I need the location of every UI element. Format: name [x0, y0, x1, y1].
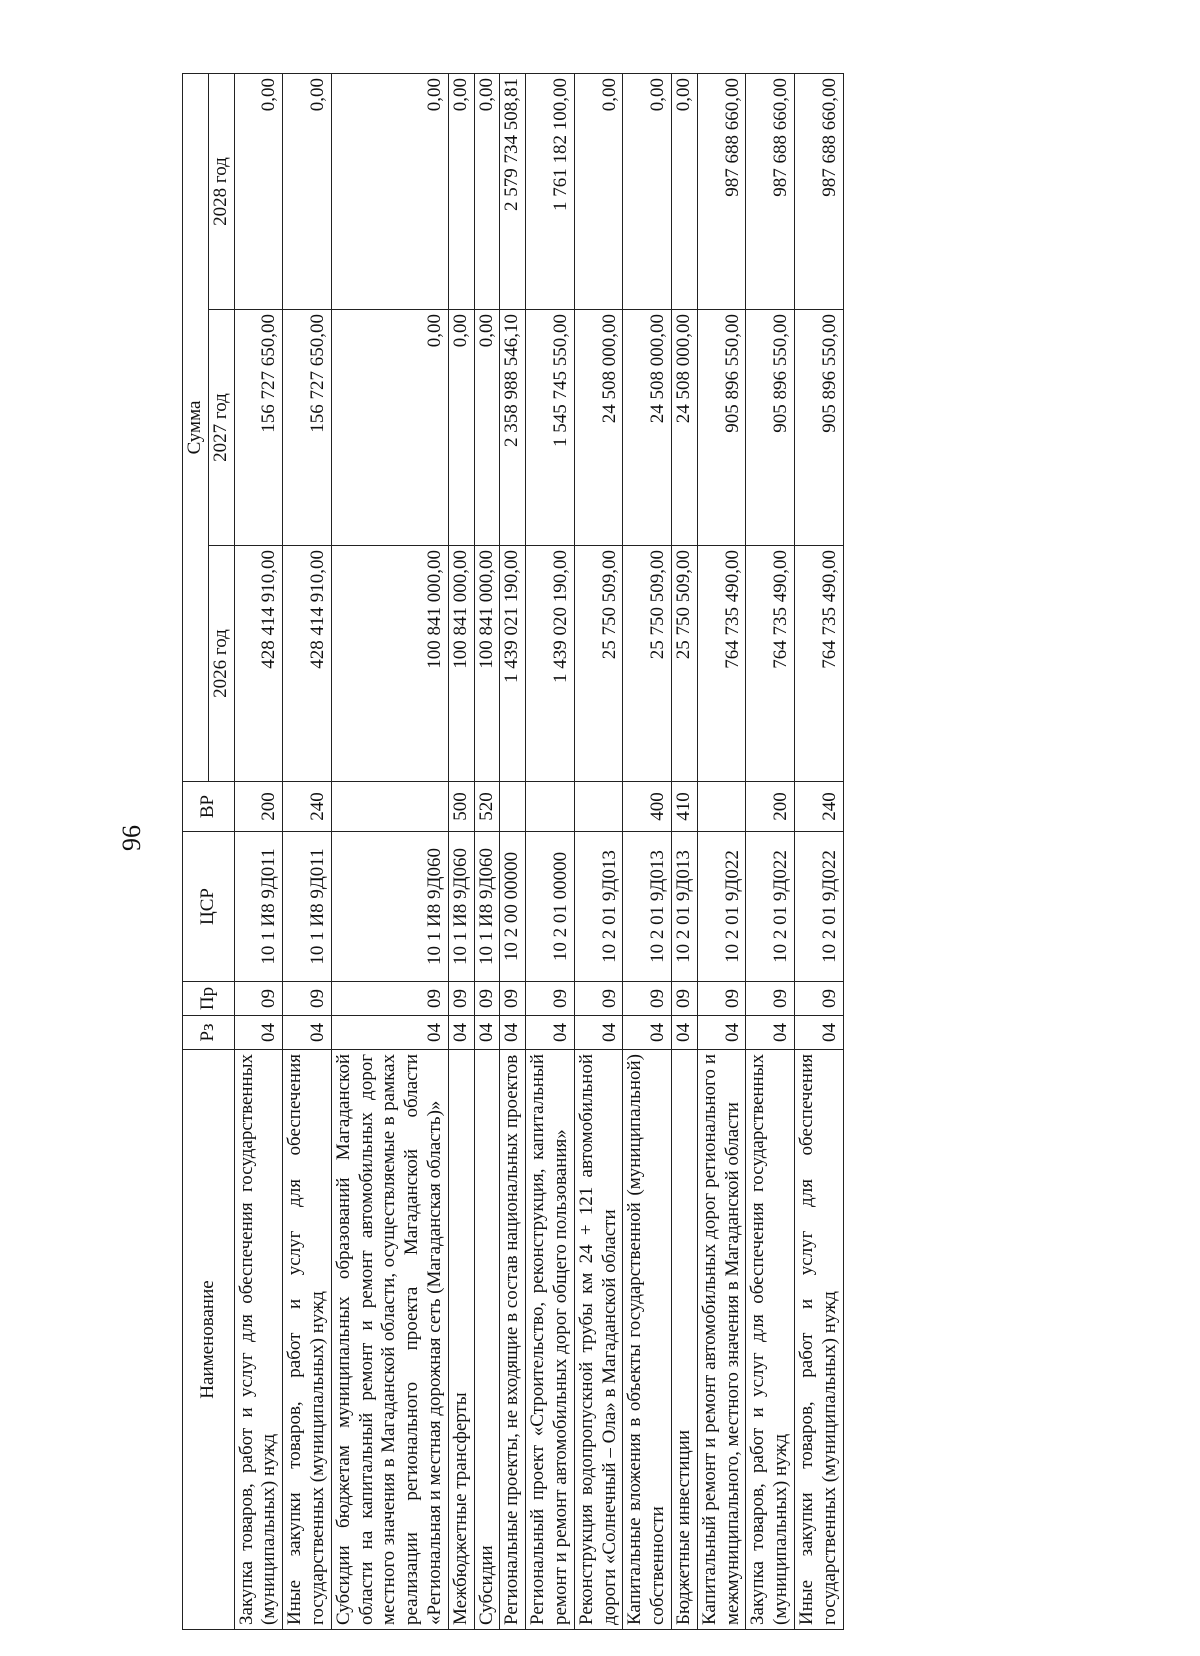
row-vr: 240 [283, 782, 332, 832]
row-vr [331, 782, 448, 832]
row-csr: 10 2 01 9Д013 [574, 832, 623, 982]
row-2028: 0,00 [574, 74, 623, 310]
row-csr: 10 1 И8 9Д060 [331, 832, 448, 982]
row-2026: 764 735 490,00 [794, 546, 843, 782]
row-2026: 1 439 021 190,00 [500, 546, 526, 782]
row-2027: 905 896 550,00 [746, 310, 795, 546]
table-row [283, 74, 332, 1630]
table-row [794, 74, 843, 1630]
row-2028: 987 688 660,00 [746, 74, 795, 310]
table-row [234, 74, 283, 1630]
row-2027: 24 508 000,00 [574, 310, 623, 546]
header-row [183, 74, 209, 1630]
table-row [474, 74, 500, 1630]
row-vr: 240 [794, 782, 843, 832]
row-rz: 04 [500, 1016, 526, 1050]
row-csr: 10 2 01 9Д013 [623, 832, 672, 982]
budget-table [182, 73, 844, 1630]
header-2026: 2026 год [208, 546, 234, 782]
row-pr: 09 [746, 982, 795, 1016]
row-rz: 04 [671, 1016, 697, 1050]
row-2028: 0,00 [474, 74, 500, 310]
header-2028: 2028 год [208, 74, 234, 310]
header-vr: ВР [183, 782, 235, 832]
row-name: Субсидии [474, 1050, 500, 1630]
row-vr: 200 [746, 782, 795, 832]
row-2027: 24 508 000,00 [623, 310, 672, 546]
row-2026: 764 735 490,00 [697, 546, 746, 782]
row-csr: 10 1 И8 9Д060 [474, 832, 500, 982]
row-pr: 09 [526, 982, 575, 1016]
row-pr: 09 [283, 982, 332, 1016]
row-rz: 04 [283, 1016, 332, 1050]
row-csr: 10 1 И8 9Д011 [283, 832, 332, 982]
row-csr: 10 2 01 9Д022 [697, 832, 746, 982]
row-2027: 156 727 650,00 [283, 310, 332, 546]
row-2027: 905 896 550,00 [697, 310, 746, 546]
rotated-table-container [182, 74, 1142, 1630]
row-csr: 10 2 01 9Д013 [671, 832, 697, 982]
row-pr: 09 [331, 982, 448, 1016]
row-2026: 100 841 000,00 [331, 546, 448, 782]
row-rz: 04 [794, 1016, 843, 1050]
row-rz: 04 [746, 1016, 795, 1050]
row-csr: 10 2 01 9Д022 [794, 832, 843, 982]
row-name: Межбюджетные трансферты [448, 1050, 474, 1630]
row-2027: 0,00 [331, 310, 448, 546]
row-pr: 09 [794, 982, 843, 1016]
header-name: Наименование [183, 1050, 235, 1630]
row-pr: 09 [474, 982, 500, 1016]
row-rz: 04 [697, 1016, 746, 1050]
header-sum: Сумма [183, 74, 209, 782]
row-name: Бюджетные инвестиции [671, 1050, 697, 1630]
row-rz: 04 [448, 1016, 474, 1050]
row-csr: 10 2 01 9Д022 [746, 832, 795, 982]
row-2028: 1 761 182 100,00 [526, 74, 575, 310]
header-2027: 2027 год [208, 310, 234, 546]
row-pr: 09 [234, 982, 283, 1016]
row-2026: 25 750 509,00 [671, 546, 697, 782]
table-row [448, 74, 474, 1630]
row-pr: 09 [448, 982, 474, 1016]
table-row [500, 74, 526, 1630]
row-2027: 0,00 [448, 310, 474, 546]
row-2028: 0,00 [448, 74, 474, 310]
table-row [331, 74, 448, 1630]
row-name: Реконструкция водопропускной трубы км 24 + 121 автомобильной дороги «Солнечный – Ола» в Магаданской области [574, 1050, 623, 1630]
row-name: Иные закупки товаров, работ и услуг для обеспечения государственных (муниципальных) нужд [794, 1050, 843, 1630]
row-vr: 520 [474, 782, 500, 832]
row-name: Капитальные вложения в объекты государственной (муниципальной) собственности [623, 1050, 672, 1630]
row-name: Капитальный ремонт и ремонт автомобильных дорог регионального и межмуниципального, местного значения в Магаданской области [697, 1050, 746, 1630]
row-2028: 987 688 660,00 [697, 74, 746, 310]
row-name: Региональный проект «Строительство, реконструкция, капитальный ремонт и ремонт автомобильных дорог общего пользования» [526, 1050, 575, 1630]
row-csr: 10 1 И8 9Д060 [448, 832, 474, 982]
row-csr: 10 1 И8 9Д011 [234, 832, 283, 982]
row-rz: 04 [526, 1016, 575, 1050]
table-row [746, 74, 795, 1630]
row-vr: 500 [448, 782, 474, 832]
row-vr [526, 782, 575, 832]
table-row [623, 74, 672, 1630]
table-row [574, 74, 623, 1630]
row-name: Региональные проекты, не входящие в состав национальных проектов [500, 1050, 526, 1630]
row-2028: 0,00 [671, 74, 697, 310]
header-pr: Пр [183, 982, 235, 1016]
header-csr: ЦСР [183, 832, 235, 982]
row-csr: 10 2 00 00000 [500, 832, 526, 982]
row-vr [574, 782, 623, 832]
row-vr: 410 [671, 782, 697, 832]
row-2028: 0,00 [234, 74, 283, 310]
table-row [671, 74, 697, 1630]
row-2026: 1 439 020 190,00 [526, 546, 575, 782]
row-2027: 0,00 [474, 310, 500, 546]
row-2026: 100 841 000,00 [448, 546, 474, 782]
row-2027: 1 545 745 550,00 [526, 310, 575, 546]
row-2028: 2 579 734 508,81 [500, 74, 526, 310]
row-pr: 09 [574, 982, 623, 1016]
row-2026: 100 841 000,00 [474, 546, 500, 782]
row-csr: 10 2 01 00000 [526, 832, 575, 982]
row-pr: 09 [671, 982, 697, 1016]
header-rz: Рз [183, 1016, 235, 1050]
row-2028: 0,00 [331, 74, 448, 310]
row-name: Закупка товаров, работ и услуг для обеспечения государственных (муниципальных) нужд [234, 1050, 283, 1630]
row-2027: 905 896 550,00 [794, 310, 843, 546]
row-2028: 987 688 660,00 [794, 74, 843, 310]
row-vr [697, 782, 746, 832]
row-2026: 764 735 490,00 [746, 546, 795, 782]
row-2026: 25 750 509,00 [623, 546, 672, 782]
row-name: Закупка товаров, работ и услуг для обеспечения государственных (муниципальных) нужд [746, 1050, 795, 1630]
row-rz: 04 [234, 1016, 283, 1050]
row-vr: 200 [234, 782, 283, 832]
row-vr [500, 782, 526, 832]
row-2026: 428 414 910,00 [283, 546, 332, 782]
row-vr: 400 [623, 782, 672, 832]
row-pr: 09 [697, 982, 746, 1016]
table-row [526, 74, 575, 1630]
row-2026: 25 750 509,00 [574, 546, 623, 782]
row-2026: 428 414 910,00 [234, 546, 283, 782]
row-name: Иные закупки товаров, работ и услуг для обеспечения государственных (муниципальных) нужд [283, 1050, 332, 1630]
page-number: 96 [117, 825, 146, 851]
row-pr: 09 [500, 982, 526, 1016]
row-2028: 0,00 [283, 74, 332, 310]
row-pr: 09 [623, 982, 672, 1016]
table-row [697, 74, 746, 1630]
row-2027: 156 727 650,00 [234, 310, 283, 546]
row-name: Субсидии бюджетам муниципальных образований Магаданской области на капитальный ремонт и ремонт автомобильных дорог местного значения в Магаданской области, осуществляемые в рамках реализации регионального проекта Магаданской области «Региональная и местная дорожная сеть (Магаданская область)» [331, 1050, 448, 1630]
row-rz: 04 [574, 1016, 623, 1050]
row-2028: 0,00 [623, 74, 672, 310]
row-rz: 04 [474, 1016, 500, 1050]
row-rz: 04 [331, 1016, 448, 1050]
row-2027: 24 508 000,00 [671, 310, 697, 546]
row-rz: 04 [623, 1016, 672, 1050]
row-2027: 2 358 988 546,10 [500, 310, 526, 546]
